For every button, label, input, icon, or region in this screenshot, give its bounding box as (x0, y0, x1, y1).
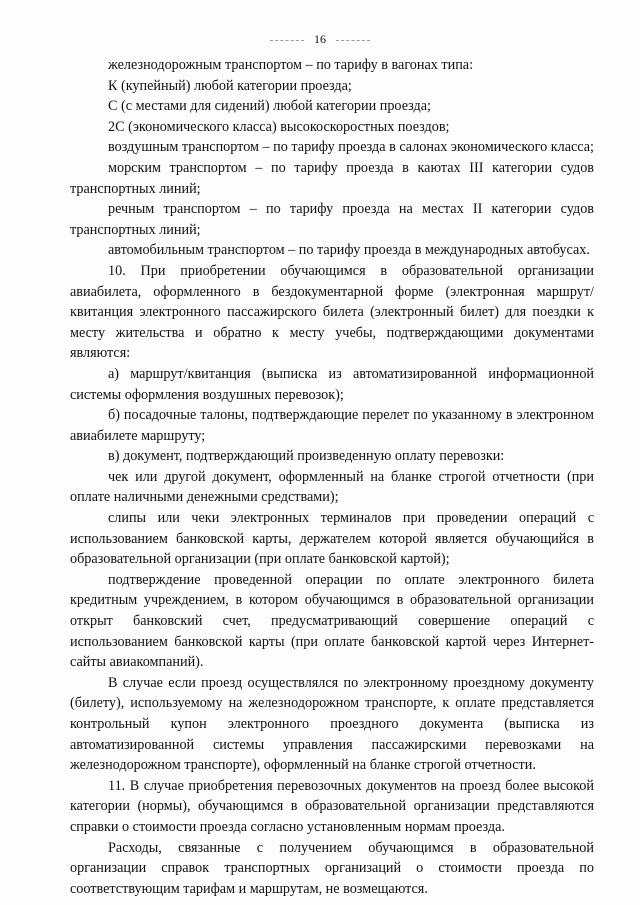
paragraph-rail: железнодорожным транспортом – по тарифу в вагонах типа: (108, 57, 474, 73)
document-body (70, 55, 594, 899)
paragraph-clause-10: 10. При приобретении обучающимся в образовательной организации авиабилета, оформленного в бездокументарной форме (электронная маршрут/квитанция электронного пассажирского билета (электронный билет) для поездки к месту жительства и обратно к месту учебы, подтверждающими документами являются: (70, 262, 594, 362)
paragraph-card-slips: слипы или чеки электронных терминалов при проведении операций с использованием банковской карты, держателем которой является обучающийся в образовательной организации (при оплате банковской картой); (70, 510, 594, 568)
page-number-text: 16 (314, 32, 326, 46)
page-number (0, 32, 640, 47)
paragraph-rail-k: К (купейный) любой категории проезда; (108, 77, 352, 94)
paragraph-rail-c: С (с местами для сидений) любой категории проезда; (108, 98, 431, 115)
paragraph-sea: морским транспортом – по тарифу проезда в каютах III категории судов транспортных линий; (70, 159, 594, 197)
paragraph-air: воздушным транспортом – по тарифу проезда в салонах экономического класса; (108, 139, 594, 156)
paragraph-rail-2c: 2С (экономического класса) высокоскоростных поездов; (108, 118, 450, 135)
divider (336, 40, 370, 41)
paragraph-online-payment: подтверждение проведенной операции по оплате электронного билета кредитным учреждением, в котором обучающимся в образовательной организации открыт банковский счет, предусматривающий совершение операций с использованием банковской карты (при оплате банковской картой через Интернет-сайты авиакомпаний). (70, 571, 594, 671)
paragraph-river: речным транспортом – по тарифу проезда на местах II категории судов транспортных линий; (70, 201, 594, 238)
paragraph-auto: автомобильным транспортом – по тарифу проезда в международных автобусах. (108, 242, 590, 259)
paragraph-clause-10-a: а) маршрут/квитанция (выписка из автоматизированной информационной системы оформления воздушных перевозок); (70, 365, 594, 403)
paragraph-cash-receipt: чек или другой документ, оформленный на бланке строгой отчетности (при оплате наличными денежными средствами); (70, 468, 594, 506)
paragraph-clause-11: 11. В случае приобретения перевозочных документов на проезд более высокой категории (нормы), обучающимся в образовательной организации представляются справки о стоимости проезда согласно установленным нормам проезда. (70, 777, 594, 835)
divider (270, 40, 304, 41)
paragraph-clause-10-b: б) посадочные талоны, подтверждающие перелет по указанному в электронном авиабилете маршруту; (70, 407, 594, 444)
paragraph-clause-10-c: в) документ, подтверждающий произведенную оплату перевозки: (108, 448, 505, 465)
paragraph-rail-e-ticket: В случае если проезд осуществлялся по электронному проездному документу (билету), используемому на железнодорожном транспорте, к оплате представляется контрольный купон электронного проездного документа (выписка из автоматизированной системы управления пассажирскими перевозками на железнодорожном транспорте), оформленный на бланке строгой отчетности. (70, 674, 594, 774)
paragraph-expenses: Расходы, связанные с получением обучающимся в образовательной организации справок транспортных организаций о стоимости проезда по соответствующим тарифам и маршрутам, не возмещаются. (70, 839, 594, 897)
